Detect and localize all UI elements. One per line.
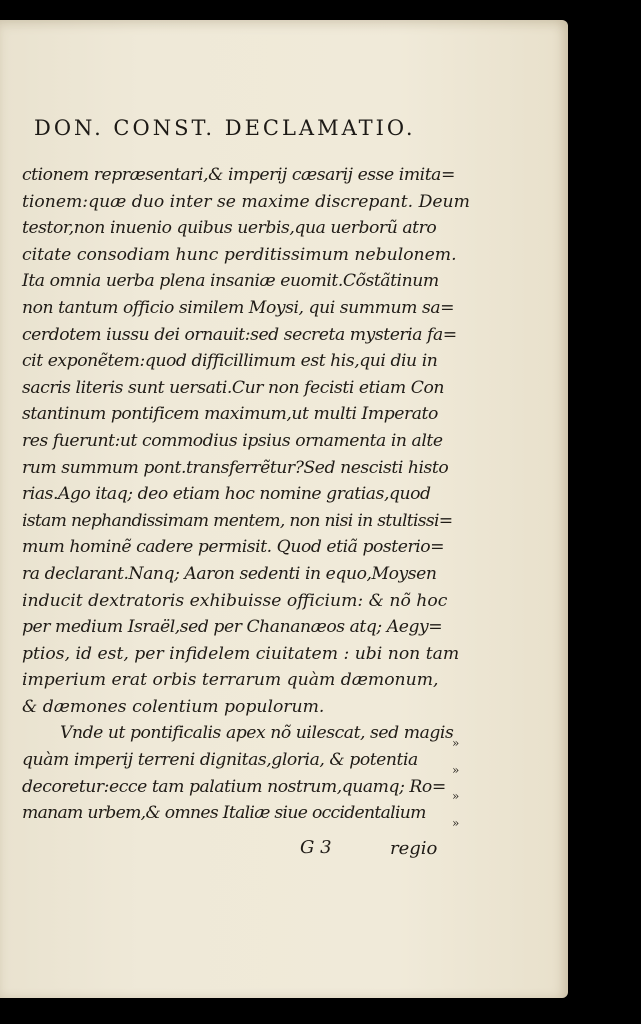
- text-line: ctionem repræsentari,& imperij cæsarij esse imita=: [22, 165, 455, 185]
- text-line: citate consodiam hunc perditissimum nebulonem.: [22, 244, 457, 265]
- text-line: res fuerunt:ut commodius ipsius ornamenta in alte: [22, 430, 443, 451]
- text-line: cerdotem iussu dei ornauit:sed secreta mysteria fa=: [22, 324, 457, 345]
- margin-mark: »: [452, 815, 460, 830]
- margin-mark: »: [452, 762, 460, 777]
- text-line: quàm imperij terreni dignitas,gloria, & potentia: [22, 750, 418, 771]
- catchword: regio: [390, 838, 438, 859]
- text-line: stantinum pontificem maximum,ut multi Imperato: [22, 404, 438, 425]
- text-line: cit exponẽtem:quod difficillimum est his,qui diu in: [22, 351, 438, 372]
- text-line: rias.Ago itaq; deo etiam hoc nomine gratias,quod: [22, 484, 431, 505]
- text-line: ra declarant.Nanq; Aaron sedenti in equo,Moysen: [22, 563, 437, 584]
- text-line: decoretur:ecce tam palatium nostrum,quamq; Ro=: [22, 776, 446, 797]
- margin-mark: »: [452, 789, 460, 804]
- text-line: ptios, id est, per infidelem ciuitatem : ubi non tam: [22, 643, 460, 664]
- margin-mark: »: [452, 736, 460, 750]
- text-line: non tantum officio similem Moysi, qui summum sa=: [22, 297, 455, 318]
- text-line: tionem:quæ duo inter se maxime discrepant. Deum: [22, 191, 470, 212]
- text-line: manam urbem,& omnes Italiæ siue occidentalium: [22, 803, 426, 824]
- text-line: rum summum pont.transferrẽtur?Sed nescisti histo: [22, 457, 449, 478]
- text-line: imperium erat orbis terrarum quàm dæmonum,: [22, 670, 439, 691]
- body-text: [22, 162, 470, 827]
- text-line: per medium Israël,sed per Chananæos atq; Aegy=: [22, 617, 443, 638]
- text-line: testor,non inuenio quibus uerbis,qua uerborũ atro: [22, 218, 437, 239]
- text-line: mum hominẽ cadere permisit. Quod etiã posterio=: [22, 537, 445, 558]
- text-line: istam nephandissimam mentem, non nisi in stultissi=: [22, 510, 453, 531]
- text-line: Ita omnia uerba plena insaniæ euomit.Cõstãtinum: [22, 271, 439, 292]
- book-page: [0, 20, 568, 998]
- margin-quote-marks: [452, 730, 472, 836]
- text-line: & dæmones colentium populorum.: [22, 696, 325, 717]
- running-head: DON. CONST. DECLAMATIO.: [34, 116, 416, 140]
- text-line: Vnde ut pontificalis apex nõ uilescat, sed magis: [60, 723, 454, 744]
- signature-mark: G 3: [300, 837, 332, 858]
- text-line: inducit dextratoris exhibuisse officium: & nõ hoc: [22, 590, 448, 611]
- text-line: sacris literis sunt uersati.Cur non fecisti etiam Con: [22, 377, 444, 398]
